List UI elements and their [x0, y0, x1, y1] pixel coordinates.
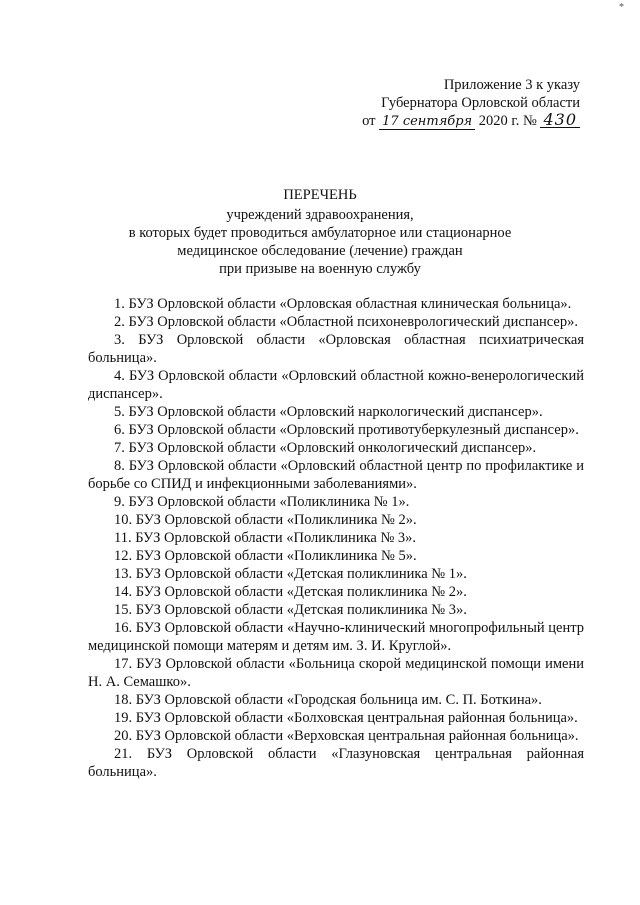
list-item: 8. БУЗ Орловской области «Орловский областной центр по профилактике и борьбе со СПИД и инфекционными заболеваниями».: [88, 458, 584, 492]
number-sign: №: [522, 113, 537, 129]
list-item: 11. БУЗ Орловской области «Поликлиника № 3».: [114, 530, 417, 546]
list-item: 10. БУЗ Орловской области «Поликлиника № 2».: [114, 512, 417, 528]
list-item: 12. БУЗ Орловской области «Поликлиника № 5».: [114, 548, 417, 564]
list-item: 20. БУЗ Орловской области «Верховская центральная районная больница».: [114, 728, 579, 744]
handwritten-number: 430: [540, 113, 580, 128]
institution-list: [88, 295, 584, 781]
list-item: 13. БУЗ Орловской области «Детская поликлиника № 1».: [114, 566, 467, 582]
list-item: 5. БУЗ Орловской области «Орловский наркологический диспансер».: [114, 404, 543, 420]
annex-prefix: от: [362, 113, 376, 129]
list-item: 3. БУЗ Орловской области «Орловская областная психиатрическая больница».: [88, 332, 584, 366]
list-item: 1. БУЗ Орловской области «Орловская областная клиническая больница».: [114, 296, 572, 312]
list-item: 21. БУЗ Орловской области «Глазуновская центральная районная больница».: [88, 746, 584, 780]
list-item: 9. БУЗ Орловской области «Поликлиника № 1».: [114, 494, 410, 510]
heading-line: учреждений здравоохранения,: [226, 207, 414, 223]
heading-title: ПЕРЕЧЕНЬ: [283, 187, 357, 203]
annex-header: [362, 76, 580, 130]
annex-date-line: [362, 112, 580, 130]
heading-line: в которых будет проводиться амбулаторное или стационарное: [128, 225, 512, 241]
list-item: 18. БУЗ Орловской области «Городская больница им. С. П. Боткина».: [114, 692, 542, 708]
list-item: 16. БУЗ Орловской области «Научно-клинический многопрофильный центр медицинской помощи матерям и детям им. З. И. Круглой».: [88, 620, 584, 654]
list-item: 6. БУЗ Орловской области «Орловский противотуберкулезный диспансер».: [114, 422, 579, 438]
corner-mark: *: [619, 2, 624, 13]
handwritten-date: 17 сентября: [379, 115, 475, 130]
list-item: 17. БУЗ Орловской области «Больница скорой медицинской помощи имени Н. А. Семашко».: [88, 656, 584, 690]
annex-line-1: Приложение 3 к указу: [443, 77, 580, 93]
list-item: 4. БУЗ Орловской области «Орловский областной кожно-венерологический диспансер».: [88, 368, 584, 402]
list-item: 7. БУЗ Орловской области «Орловский онкологический диспансер».: [114, 440, 537, 456]
list-item: 2. БУЗ Орловской области «Областной психоневрологический диспансер».: [114, 314, 578, 330]
document-heading: [80, 186, 560, 278]
list-item: 14. БУЗ Орловской области «Детская поликлиника № 2».: [114, 584, 467, 600]
annex-line-2: Губернатора Орловской области: [381, 95, 580, 111]
heading-line: медицинское обследование (лечение) граждан: [177, 243, 463, 259]
annex-year: 2020 г.: [478, 113, 520, 129]
list-item: 19. БУЗ Орловской области «Болховская центральная районная больница».: [114, 710, 578, 726]
heading-line: при призыве на военную службу: [219, 261, 421, 277]
list-item: 15. БУЗ Орловской области «Детская поликлиника № 3».: [114, 602, 467, 618]
